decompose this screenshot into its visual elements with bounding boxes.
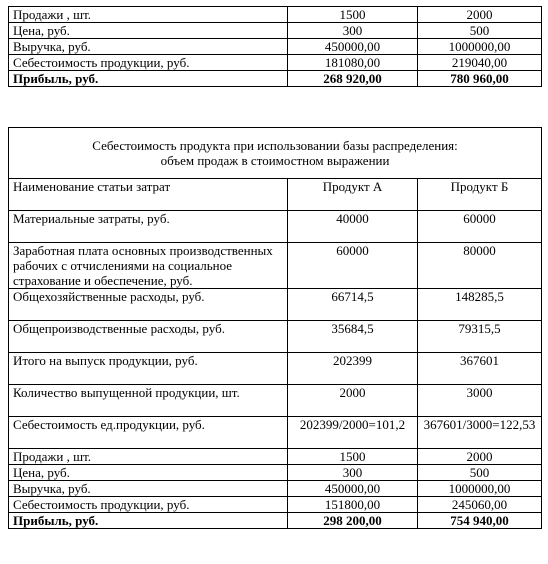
- profit1-row: [9, 23, 542, 39]
- summary-value-a: 1500: [288, 449, 418, 465]
- summary-value-a: 151800,00: [288, 497, 418, 513]
- cost-value-a: 60000: [288, 243, 418, 289]
- profit1-label: Продажи , шт.: [9, 7, 288, 23]
- profit1-value-a: 300: [288, 23, 418, 39]
- cost-row: [9, 289, 542, 321]
- profit1-row: [9, 39, 542, 55]
- cost-label: Итого на выпуск продукции, руб.: [9, 353, 288, 385]
- profit1-label: Цена, руб.: [9, 23, 288, 39]
- cost-table-header-row: [9, 179, 542, 211]
- summary-value-a: 300: [288, 465, 418, 481]
- summary-value-b: 1000000,00: [418, 481, 542, 497]
- cost-value-a: 35684,5: [288, 321, 418, 353]
- profit-table-1: [8, 6, 542, 87]
- summary-value-b: 500: [418, 465, 542, 481]
- cost-value-b: 79315,5: [418, 321, 542, 353]
- profit1-label: Себестоимость продукции, руб.: [9, 55, 288, 71]
- cost-row: [9, 353, 542, 385]
- cost-label: Общехозяйственные расходы, руб.: [9, 289, 288, 321]
- profit1-value-b: 780 960,00: [418, 71, 542, 87]
- summary-value-b: 754 940,00: [418, 513, 542, 529]
- cost-label: Материальные затраты, руб.: [9, 211, 288, 243]
- cost-value-a: 2000: [288, 385, 418, 417]
- header-item-name: Наименование статьи затрат: [9, 179, 288, 211]
- cost-label: Количество выпущенной продукции, шт.: [9, 385, 288, 417]
- cost-value-b: 3000: [418, 385, 542, 417]
- summary-row: [9, 449, 542, 465]
- summary-row: [9, 513, 542, 529]
- profit1-row: [9, 55, 542, 71]
- cost-value-a: 40000: [288, 211, 418, 243]
- profit1-value-b: 1000000,00: [418, 39, 542, 55]
- cost-value-b: 367601/3000=122,53: [418, 417, 542, 449]
- summary-label: Прибыль, руб.: [9, 513, 288, 529]
- summary-row: [9, 465, 542, 481]
- cost-table-title-row: [9, 128, 542, 179]
- cost-value-a: 66714,5: [288, 289, 418, 321]
- summary-row: [9, 497, 542, 513]
- cost-row: [9, 243, 542, 289]
- cost-table-title-line2: объем продаж в стоимостном выражении: [160, 153, 390, 168]
- cost-table-title-line1: Себестоимость продукта при использовании базы распределения:: [92, 138, 458, 153]
- profit1-label: Выручка, руб.: [9, 39, 288, 55]
- cost-row: [9, 321, 542, 353]
- cost-value-b: 80000: [418, 243, 542, 289]
- profit1-label: Прибыль, руб.: [9, 71, 288, 87]
- header-product-a: Продукт А: [288, 179, 418, 211]
- profit1-value-b: 219040,00: [418, 55, 542, 71]
- summary-label: Цена, руб.: [9, 465, 288, 481]
- profit1-value-b: 500: [418, 23, 542, 39]
- summary-label: Продажи , шт.: [9, 449, 288, 465]
- cost-label: Себестоимость ед.продукции, руб.: [9, 417, 288, 449]
- profit1-value-a: 268 920,00: [288, 71, 418, 87]
- cost-label: Общепроизводственные расходы, руб.: [9, 321, 288, 353]
- profit1-row: [9, 71, 542, 87]
- cost-value-b: 148285,5: [418, 289, 542, 321]
- profit1-value-a: 1500: [288, 7, 418, 23]
- cost-label: Заработная плата основных производственных рабочих с отчислениями на социальное страхование и обеспечение, руб.: [9, 243, 288, 289]
- summary-label: Выручка, руб.: [9, 481, 288, 497]
- profit-table-1-body: [9, 7, 542, 87]
- summary-value-a: 298 200,00: [288, 513, 418, 529]
- cost-rows: [9, 211, 542, 449]
- summary-row: [9, 481, 542, 497]
- cost-value-a: 202399/2000=101,2: [288, 417, 418, 449]
- profit1-row: [9, 7, 542, 23]
- profit1-value-a: 450000,00: [288, 39, 418, 55]
- profit1-value-b: 2000: [418, 7, 542, 23]
- cost-value-b: 60000: [418, 211, 542, 243]
- cost-value-a: 202399: [288, 353, 418, 385]
- cost-row: [9, 385, 542, 417]
- cost-row: [9, 417, 542, 449]
- summary-value-b: 2000: [418, 449, 542, 465]
- cost-table: [8, 127, 542, 529]
- summary-rows: [9, 449, 542, 529]
- cost-value-b: 367601: [418, 353, 542, 385]
- header-product-b: Продукт Б: [418, 179, 542, 211]
- summary-value-b: 245060,00: [418, 497, 542, 513]
- summary-label: Себестоимость продукции, руб.: [9, 497, 288, 513]
- profit1-value-a: 181080,00: [288, 55, 418, 71]
- summary-value-a: 450000,00: [288, 481, 418, 497]
- cost-table-title: [9, 128, 542, 179]
- cost-row: [9, 211, 542, 243]
